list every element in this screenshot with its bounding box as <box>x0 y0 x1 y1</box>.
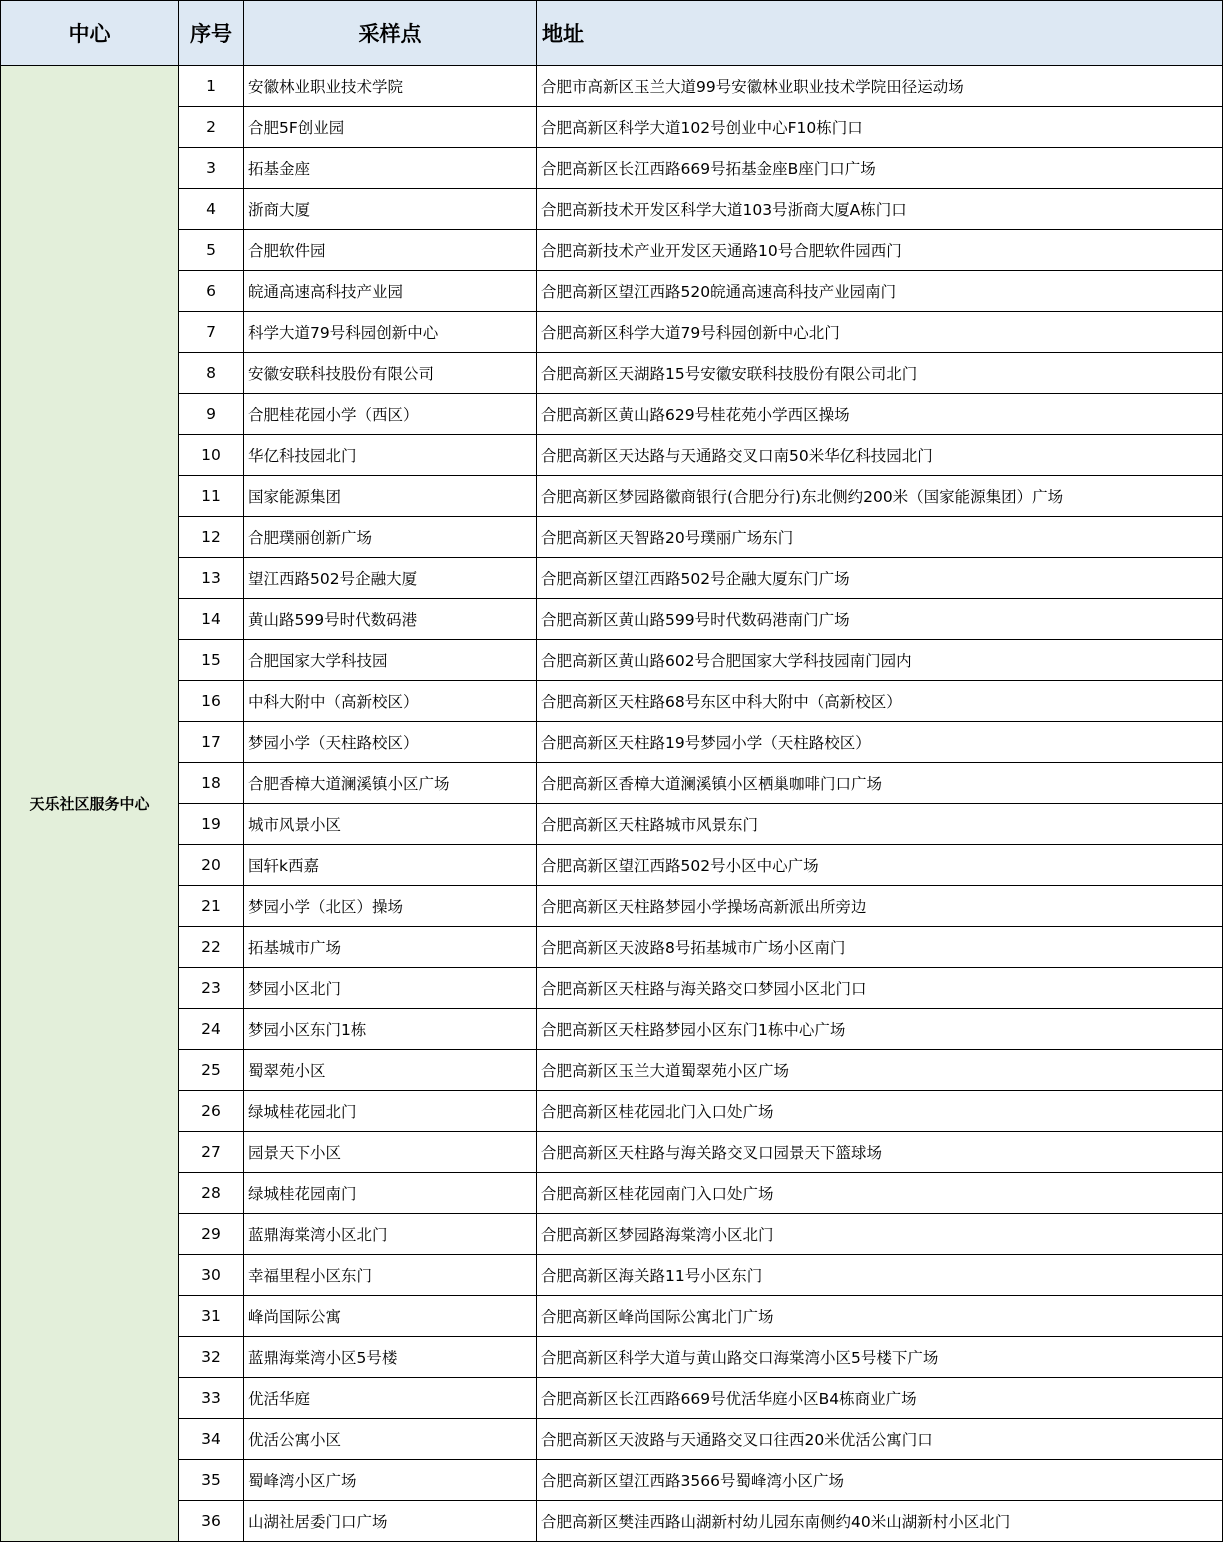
row-number: 21 <box>179 886 244 927</box>
row-number: 26 <box>179 1091 244 1132</box>
site-address: 合肥高新区科学大道102号创业中心F10栋门口 <box>537 107 1223 148</box>
center-name-cell: 天乐社区服务中心 <box>1 66 179 1542</box>
table-row <box>1 1214 1223 1255</box>
table-row <box>1 558 1223 599</box>
site-name: 国轩k西嘉 <box>244 845 537 886</box>
header-row <box>1 1 1223 66</box>
table-row <box>1 107 1223 148</box>
row-number: 24 <box>179 1009 244 1050</box>
site-address: 合肥高新区黄山路602号合肥国家大学科技园南门园内 <box>537 640 1223 681</box>
row-number: 27 <box>179 1132 244 1173</box>
row-number: 6 <box>179 271 244 312</box>
row-number: 14 <box>179 599 244 640</box>
site-address: 合肥高新区天波路8号拓基城市广场小区南门 <box>537 927 1223 968</box>
site-address: 合肥高新区天柱路梦园小学操场高新派出所旁边 <box>537 886 1223 927</box>
site-address: 合肥高新区黄山路599号时代数码港南门广场 <box>537 599 1223 640</box>
site-address: 合肥高新区峰尚国际公寓北门广场 <box>537 1296 1223 1337</box>
site-address: 合肥高新区天达路与天通路交叉口南50米华亿科技园北门 <box>537 435 1223 476</box>
site-name: 皖通高速高科技产业园 <box>244 271 537 312</box>
site-address: 合肥高新区梦园路徽商银行(合肥分行)东北侧约200米（国家能源集团）广场 <box>537 476 1223 517</box>
row-number: 16 <box>179 681 244 722</box>
site-name: 安徽林业职业技术学院 <box>244 66 537 107</box>
row-number: 30 <box>179 1255 244 1296</box>
site-name: 蜀翠苑小区 <box>244 1050 537 1091</box>
table-row <box>1 394 1223 435</box>
site-address: 合肥高新区望江西路520皖通高速高科技产业园南门 <box>537 271 1223 312</box>
table-row <box>1 1460 1223 1501</box>
site-name: 幸福里程小区东门 <box>244 1255 537 1296</box>
site-name: 蜀峰湾小区广场 <box>244 1460 537 1501</box>
site-address: 合肥高新区天湖路15号安徽安联科技股份有限公司北门 <box>537 353 1223 394</box>
row-number: 7 <box>179 312 244 353</box>
table-row <box>1 1132 1223 1173</box>
table-row <box>1 189 1223 230</box>
site-name: 梦园小学（天柱路校区） <box>244 722 537 763</box>
site-address: 合肥高新技术开发区科学大道103号浙商大厦A栋门口 <box>537 189 1223 230</box>
site-address: 合肥高新区天柱路与海关路交叉口园景天下篮球场 <box>537 1132 1223 1173</box>
row-number: 15 <box>179 640 244 681</box>
table-row <box>1 476 1223 517</box>
table-row <box>1 804 1223 845</box>
table-row <box>1 1296 1223 1337</box>
site-address: 合肥高新区科学大道与黄山路交口海棠湾小区5号楼下广场 <box>537 1337 1223 1378</box>
site-name: 绿城桂花园北门 <box>244 1091 537 1132</box>
row-number: 18 <box>179 763 244 804</box>
site-name: 梦园小区东门1栋 <box>244 1009 537 1050</box>
site-address: 合肥高新区桂花园南门入口处广场 <box>537 1173 1223 1214</box>
row-number: 22 <box>179 927 244 968</box>
site-address: 合肥高新区天波路与天通路交叉口往西20米优活公寓门口 <box>537 1419 1223 1460</box>
table-row <box>1 517 1223 558</box>
table-row <box>1 353 1223 394</box>
row-number: 36 <box>179 1501 244 1542</box>
table-row <box>1 271 1223 312</box>
site-name: 合肥璞丽创新广场 <box>244 517 537 558</box>
table-row <box>1 1378 1223 1419</box>
row-number: 8 <box>179 353 244 394</box>
site-name: 合肥香樟大道澜溪镇小区广场 <box>244 763 537 804</box>
table-row <box>1 148 1223 189</box>
table-row <box>1 435 1223 476</box>
table-row <box>1 927 1223 968</box>
table-row <box>1 1050 1223 1091</box>
table-row <box>1 1501 1223 1542</box>
site-name: 蓝鼎海棠湾小区北门 <box>244 1214 537 1255</box>
row-number: 5 <box>179 230 244 271</box>
row-number: 13 <box>179 558 244 599</box>
row-number: 32 <box>179 1337 244 1378</box>
table-row <box>1 845 1223 886</box>
site-name: 蓝鼎海棠湾小区5号楼 <box>244 1337 537 1378</box>
row-number: 35 <box>179 1460 244 1501</box>
table-row <box>1 763 1223 804</box>
site-name: 合肥软件园 <box>244 230 537 271</box>
site-name: 山湖社居委门口广场 <box>244 1501 537 1542</box>
site-address: 合肥高新区科学大道79号科园创新中心北门 <box>537 312 1223 353</box>
site-name: 峰尚国际公寓 <box>244 1296 537 1337</box>
site-address: 合肥高新区天柱路68号东区中科大附中（高新校区） <box>537 681 1223 722</box>
row-number: 1 <box>179 66 244 107</box>
header-center: 中心 <box>1 1 179 66</box>
site-address: 合肥高新区长江西路669号拓基金座B座门口广场 <box>537 148 1223 189</box>
site-name: 合肥桂花园小学（西区） <box>244 394 537 435</box>
site-name: 优活公寓小区 <box>244 1419 537 1460</box>
row-number: 12 <box>179 517 244 558</box>
row-number: 29 <box>179 1214 244 1255</box>
site-name: 优活华庭 <box>244 1378 537 1419</box>
table-body <box>1 66 1223 1542</box>
site-name: 望江西路502号企融大厦 <box>244 558 537 599</box>
site-address: 合肥高新区樊洼西路山湖新村幼儿园东南侧约40米山湖新村小区北门 <box>537 1501 1223 1542</box>
table-row <box>1 1255 1223 1296</box>
site-name: 拓基金座 <box>244 148 537 189</box>
site-name: 浙商大厦 <box>244 189 537 230</box>
site-name: 合肥5F创业园 <box>244 107 537 148</box>
row-number: 3 <box>179 148 244 189</box>
site-address: 合肥高新区天柱路梦园小区东门1栋中心广场 <box>537 1009 1223 1050</box>
site-name: 国家能源集团 <box>244 476 537 517</box>
row-number: 9 <box>179 394 244 435</box>
site-address: 合肥高新区天柱路19号梦园小学（天柱路校区） <box>537 722 1223 763</box>
row-number: 33 <box>179 1378 244 1419</box>
row-number: 25 <box>179 1050 244 1091</box>
row-number: 31 <box>179 1296 244 1337</box>
table-row <box>1 1173 1223 1214</box>
table-row <box>1 1009 1223 1050</box>
site-address: 合肥高新区望江西路3566号蜀峰湾小区广场 <box>537 1460 1223 1501</box>
row-number: 2 <box>179 107 244 148</box>
table-row <box>1 312 1223 353</box>
site-address: 合肥高新区长江西路669号优活华庭小区B4栋商业广场 <box>537 1378 1223 1419</box>
table-row <box>1 66 1223 107</box>
row-number: 20 <box>179 845 244 886</box>
header-seq: 序号 <box>179 1 244 66</box>
row-number: 34 <box>179 1419 244 1460</box>
row-number: 23 <box>179 968 244 1009</box>
row-number: 11 <box>179 476 244 517</box>
site-address: 合肥高新区天智路20号璞丽广场东门 <box>537 517 1223 558</box>
row-number: 17 <box>179 722 244 763</box>
site-address: 合肥高新区梦园路海棠湾小区北门 <box>537 1214 1223 1255</box>
site-name: 黄山路599号时代数码港 <box>244 599 537 640</box>
site-address: 合肥高新区香樟大道澜溪镇小区栖巢咖啡门口广场 <box>537 763 1223 804</box>
site-address: 合肥高新区黄山路629号桂花苑小学西区操场 <box>537 394 1223 435</box>
table-row <box>1 722 1223 763</box>
row-number: 19 <box>179 804 244 845</box>
site-name: 绿城桂花园南门 <box>244 1173 537 1214</box>
site-address: 合肥高新区天柱路城市风景东门 <box>537 804 1223 845</box>
site-name: 中科大附中（高新校区） <box>244 681 537 722</box>
site-name: 城市风景小区 <box>244 804 537 845</box>
row-number: 4 <box>179 189 244 230</box>
site-address: 合肥市高新区玉兰大道99号安徽林业职业技术学院田径运动场 <box>537 66 1223 107</box>
site-address: 合肥高新区桂花园北门入口处广场 <box>537 1091 1223 1132</box>
table-row <box>1 599 1223 640</box>
site-name: 梦园小区北门 <box>244 968 537 1009</box>
site-name: 梦园小学（北区）操场 <box>244 886 537 927</box>
site-address: 合肥高新区天柱路与海关路交口梦园小区北门口 <box>537 968 1223 1009</box>
site-name: 合肥国家大学科技园 <box>244 640 537 681</box>
table-row <box>1 1091 1223 1132</box>
header-address: 地址 <box>537 1 1223 66</box>
site-address: 合肥高新区望江西路502号小区中心广场 <box>537 845 1223 886</box>
site-address: 合肥高新区玉兰大道蜀翠苑小区广场 <box>537 1050 1223 1091</box>
site-address: 合肥高新技术产业开发区天通路10号合肥软件园西门 <box>537 230 1223 271</box>
table-row <box>1 230 1223 271</box>
row-number: 10 <box>179 435 244 476</box>
table-row <box>1 640 1223 681</box>
table-row <box>1 681 1223 722</box>
row-number: 28 <box>179 1173 244 1214</box>
table-row <box>1 968 1223 1009</box>
site-address: 合肥高新区海关路11号小区东门 <box>537 1255 1223 1296</box>
table-row <box>1 1419 1223 1460</box>
site-name: 科学大道79号科园创新中心 <box>244 312 537 353</box>
site-name: 园景天下小区 <box>244 1132 537 1173</box>
site-name: 安徽安联科技股份有限公司 <box>244 353 537 394</box>
site-address: 合肥高新区望江西路502号企融大厦东门广场 <box>537 558 1223 599</box>
header-site: 采样点 <box>244 1 537 66</box>
table-row <box>1 886 1223 927</box>
site-name: 拓基城市广场 <box>244 927 537 968</box>
site-name: 华亿科技园北门 <box>244 435 537 476</box>
table-row <box>1 1337 1223 1378</box>
